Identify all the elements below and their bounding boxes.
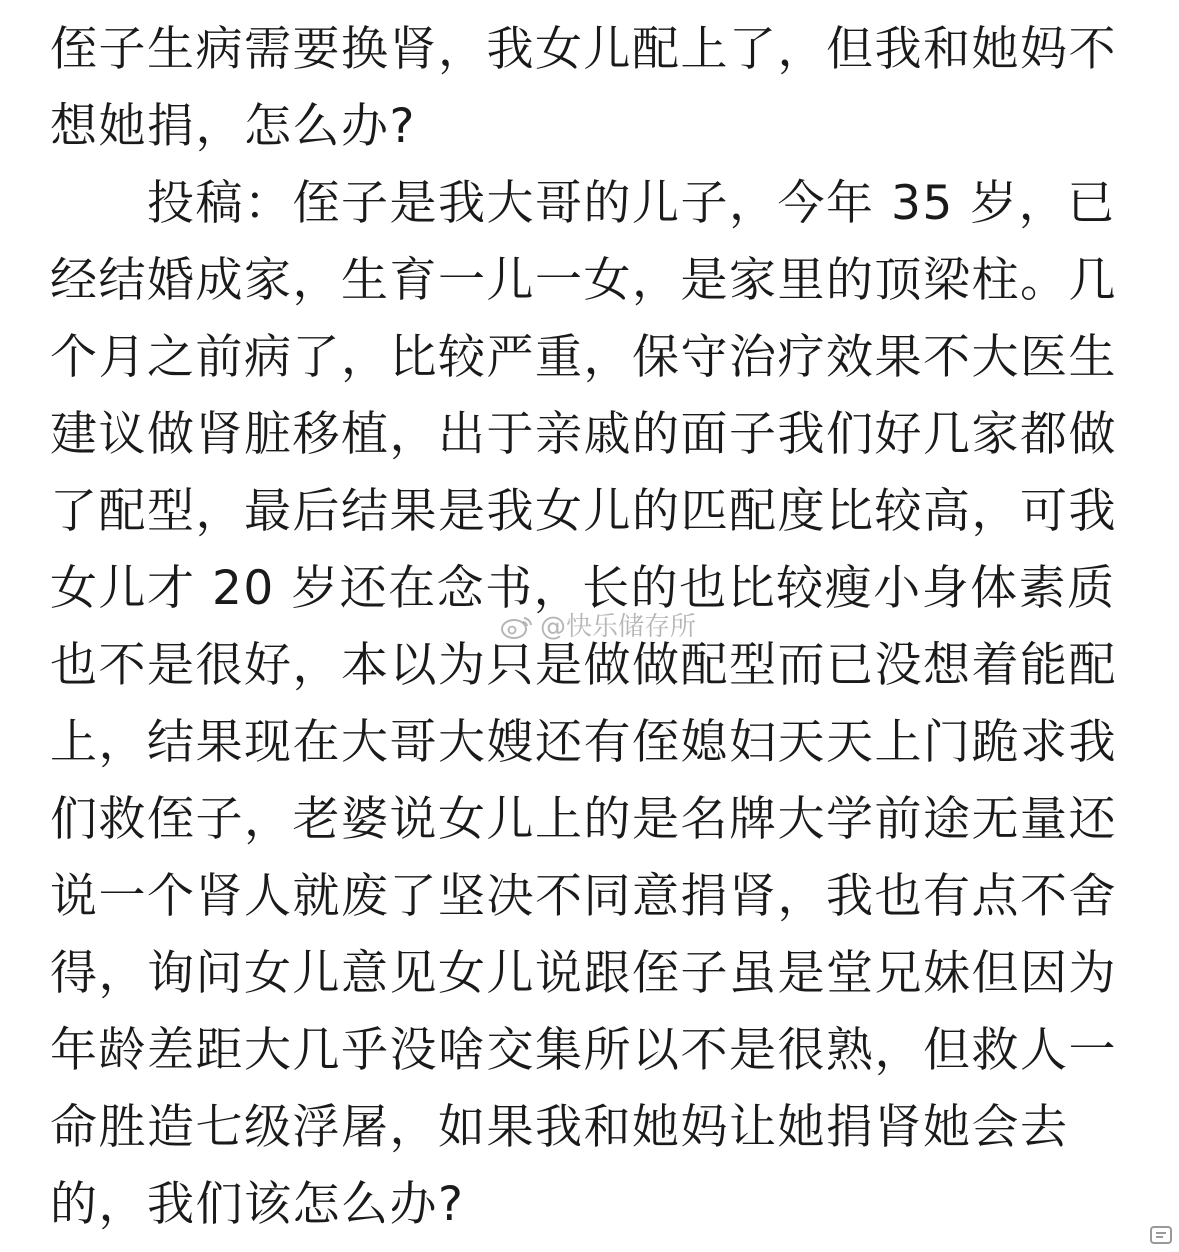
article-line: 得，询问女儿意见女儿说跟侄子虽是堂兄妹但因为 [50, 946, 1117, 1001]
article-line: 建议做肾脏移植，出于亲戚的面子我们好几家都做 [50, 407, 1117, 462]
weibo-icon [500, 614, 534, 640]
article-line: 女儿才 20 岁还在念书，长的也比较瘦小身体素质 [50, 561, 1116, 616]
article-line: 命胜造七级浮屠，如果我和她妈让她捐肾她会去 [50, 1100, 1069, 1155]
article-line: 投稿：侄子是我大哥的儿子，今年 35 岁，已 [50, 176, 1116, 231]
article-line: 的，我们该怎么办? [50, 1177, 465, 1232]
article-line: 们救侄子，老婆说女儿上的是名牌大学前途无量还 [50, 792, 1117, 847]
watermark [500, 612, 696, 642]
article-line: 想她捐，怎么办? [50, 99, 416, 154]
article-line: 上，结果现在大哥大嫂还有侄媳妇天天上门跪求我 [50, 715, 1117, 770]
watermark-text: @快乐储存所 [540, 612, 697, 642]
article-line: 了配型，最后结果是我女儿的匹配度比较高，可我 [50, 484, 1117, 539]
article-line: 侄子生病需要换肾，我女儿配上了，但我和她妈不 [50, 22, 1117, 77]
article-line: 个月之前病了，比较严重，保守治疗效果不大医生 [50, 330, 1117, 385]
article-line: 说一个肾人就废了坚决不同意捐肾，我也有点不舍 [50, 869, 1117, 924]
article-line: 也不是很好，本以为只是做做配型而已没想着能配 [50, 638, 1117, 693]
corner-fragment-icon [1147, 1224, 1175, 1246]
article-line: 经结婚成家，生育一儿一女，是家里的顶梁柱。几 [50, 253, 1117, 308]
article-line: 年龄差距大几乎没啥交集所以不是很熟，但救人一 [50, 1023, 1117, 1078]
